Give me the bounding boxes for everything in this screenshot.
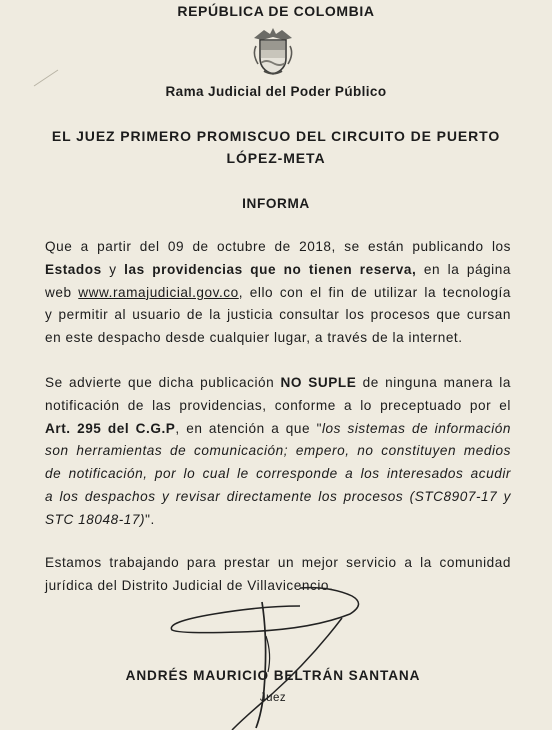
paragraph-line: Art. 295 del C.G.P, en atención a que "los sistemas de información [45, 420, 511, 436]
institution-name: Rama Judicial del Poder Público [165, 84, 387, 99]
paragraph-line: jurídica del Distrito Judicial de Villavicencio. [45, 577, 334, 593]
paragraph-line: web www.ramajudicial.gov.co, ello con el fin de utilizar la tecnología [45, 284, 511, 300]
document-title [0, 125, 552, 169]
signatory-name: ANDRÉS MAURICIO BELTRÁN SANTANA [125, 668, 421, 683]
bold-text: las providencias que no tienen reserva, [124, 261, 417, 277]
paragraph-line: STC 18048-17)". [45, 511, 155, 527]
signatory-role: Juez [259, 692, 287, 704]
paragraph-line: notificación de las providencias, conforme a lo preceptuado por el [45, 397, 511, 413]
paragraph-line: en este despacho desde cualquier lugar, a través de la internet. [45, 330, 463, 346]
website-link[interactable]: www.ramajudicial.gov.co [78, 284, 239, 300]
colombia-coat-of-arms-icon [250, 24, 296, 76]
bold-text: Estados [45, 261, 102, 277]
paragraph-line: Estados y las providencias que no tienen reserva, en la página [45, 261, 511, 277]
document-heading: INFORMA [242, 196, 310, 211]
paragraph-legal-notice [45, 372, 511, 532]
title-line-1: EL JUEZ PRIMERO PROMISCUO DEL CIRCUITO DE PUERTO [51, 128, 501, 144]
bold-text: Art. 295 del C.G.P [45, 420, 176, 436]
paragraph-publication-notice [45, 236, 511, 350]
paragraph-line: son herramientas de comunicación; empero, no constituyen medios [45, 443, 511, 459]
title-line-2: LÓPEZ-META [226, 150, 326, 166]
paragraph-line: de notificación, por lo cual le corresponde a los interesados acudir [45, 466, 511, 482]
paragraph-closing [45, 552, 511, 598]
paragraph-line: y permitir al usuario de la justicia consultar los procesos que cursan [45, 307, 511, 323]
paper-mark [32, 68, 62, 88]
country-header: REPÚBLICA DE COLOMBIA [177, 3, 375, 19]
paragraph-line: Que a partir del 09 de octubre de 2018, se están publicando los [45, 239, 511, 254]
paragraph-line: Estamos trabajando para prestar un mejor servicio a la comunidad [45, 555, 511, 570]
italic-quote: los sistemas de información [321, 420, 511, 436]
bold-text: NO SUPLE [280, 375, 357, 390]
paragraph-line: Se advierte que dicha publicación NO SUPLE de ninguna manera la [45, 375, 511, 390]
paragraph-line: a los despachos y revisar directamente los procesos (STC8907-17 y [45, 488, 511, 504]
